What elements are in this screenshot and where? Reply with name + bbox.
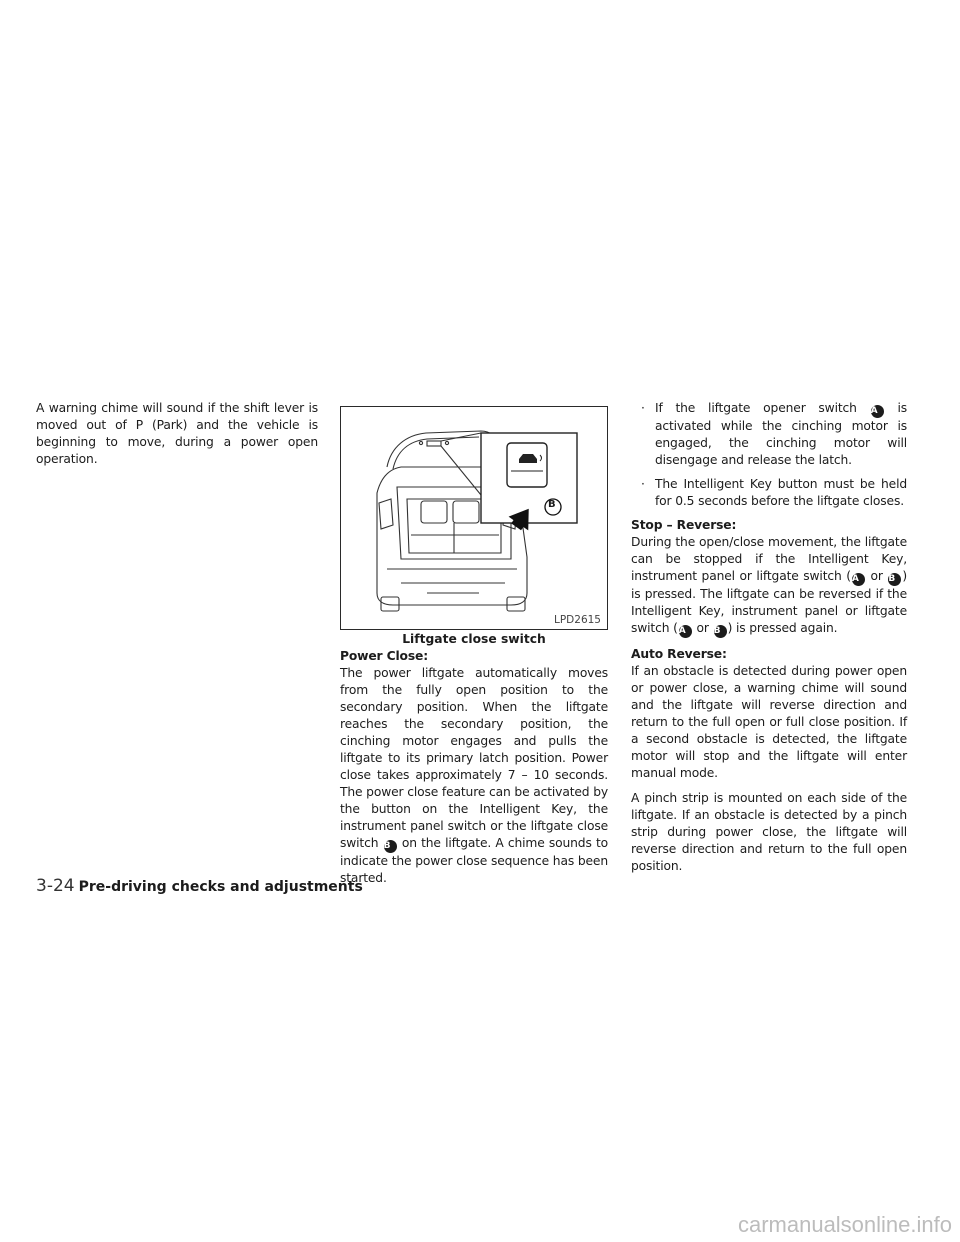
text-column-middle	[340, 648, 608, 895]
watermark: carmanualsonline.info	[737, 1212, 952, 1237]
pinch-strip-paragraph: A pinch strip is mounted on each side of the liftgate. If an obstacle is detected by a pinch strip during power close, the liftgate will reverse direction and return to the full open position.	[631, 791, 907, 873]
auto-reverse-section	[631, 646, 907, 782]
auto-reverse-text: If an obstacle is detected during power open or power close, a warning chime will sound and the liftgate will reverse direction and return to the full open or full close position. If a second obstacle is detected, the liftgate motor will stop and the liftgate will enter manual mode.	[631, 664, 907, 780]
vehicle-rear-drawing	[341, 407, 607, 629]
bullet1-text-b: is activated while the cinching motor is engaged, the cinching motor will disengage and release the latch.	[655, 401, 907, 467]
switch-b-marker: B	[888, 573, 901, 586]
heading-auto-reverse: Auto Reverse:	[631, 647, 727, 661]
figure-code: LPD2615	[554, 614, 601, 626]
liftgate-illustration	[340, 406, 608, 630]
switch-a-marker: A	[852, 573, 865, 586]
stop-text-b: ) is pressed. The liftgate can be reversed if the Intelligent Key, instrument panel or liftgate switch (	[631, 569, 908, 635]
text-column-right	[631, 400, 907, 883]
heading-power-close: Power Close:	[340, 649, 428, 663]
page-footer	[36, 876, 363, 896]
power-close-text-b: on the liftgate. A chime sounds to indicate the power close sequence has been started.	[340, 836, 609, 885]
switch-a-marker: A	[871, 405, 884, 418]
stop-or: or	[692, 621, 713, 635]
text-column-left	[36, 400, 318, 476]
switch-b-marker: B	[384, 840, 397, 853]
stop-or: or	[865, 569, 888, 583]
chapter-title: Pre-driving checks and adjustments	[78, 879, 363, 895]
bullet-marker: ·	[641, 401, 645, 415]
stop-reverse-section	[631, 517, 907, 638]
page-number: 3-24	[36, 876, 75, 896]
callout-b-label: B	[548, 499, 556, 510]
power-close-text-a: The power liftgate automatically moves from the fully open position to the secondary position. When the liftgate reaches the secondary position, the cinching motor engages and pulls the liftgate to its primary latch position. Power close takes approximately 7 – 10 seconds. The power close feature can be activated by the button on the Intelligent Key, the instrument panel switch or the liftgate close switch	[340, 666, 608, 850]
paragraph-warning-chime: A warning chime will sound if the shift lever is moved out of P (Park) and the vehicle is beginning to move, during a power open operation.	[36, 401, 318, 466]
bullet1-text-a: If the liftgate opener switch	[655, 401, 870, 415]
switch-a-marker: A	[679, 625, 692, 638]
bullet-marker: ·	[641, 477, 645, 491]
figure-caption: Liftgate close switch	[402, 632, 546, 646]
power-close-section	[340, 648, 608, 887]
bullet-item	[631, 476, 907, 510]
bullet2-text: The Intelligent Key button must be held for 0.5 seconds before the liftgate closes.	[655, 477, 907, 508]
stop-text-a: During the open/close movement, the liftgate can be stopped if the Intelligent Key, instrument panel or liftgate switch (	[631, 535, 907, 583]
stop-text-c: ) is pressed again.	[727, 621, 838, 635]
switch-b-marker: B	[714, 625, 727, 638]
bullet-item	[631, 400, 907, 469]
heading-stop-reverse: Stop – Reverse:	[631, 518, 737, 532]
